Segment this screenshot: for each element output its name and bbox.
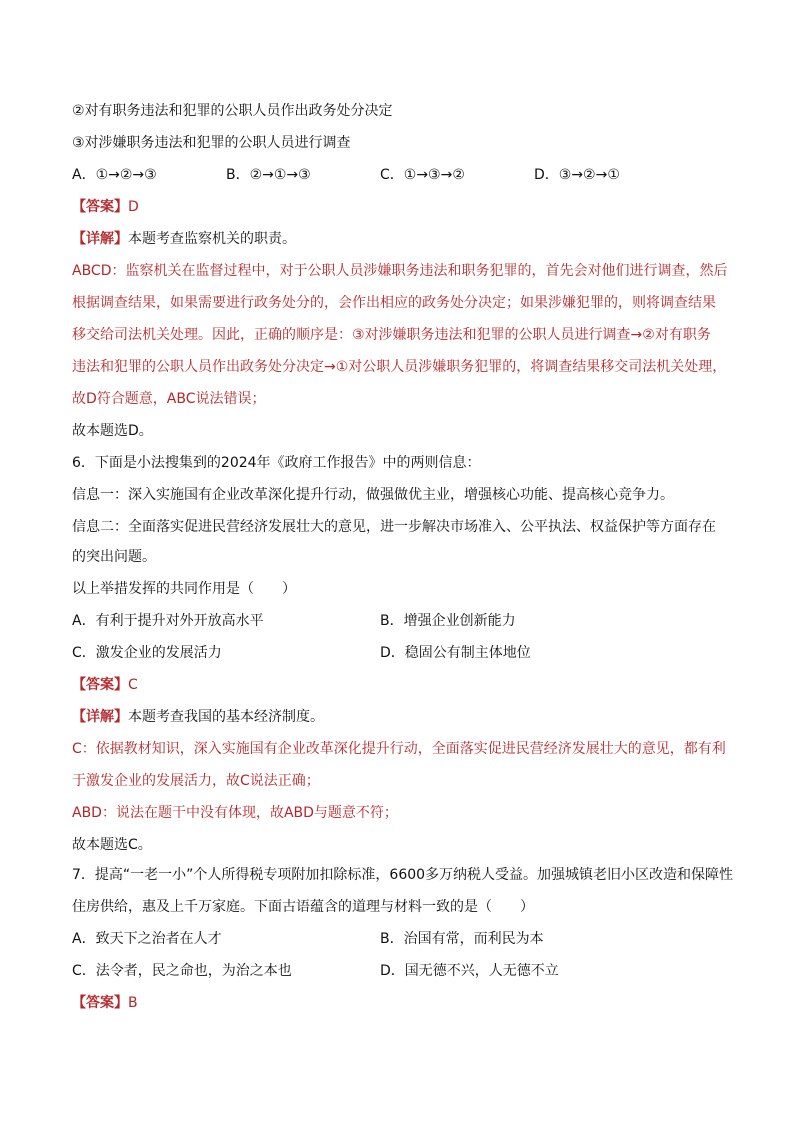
q7-option-d: D．国无德不兴，人无德不立 <box>380 963 559 979</box>
detail-text: 本题考查我国的基本经济制度。 <box>128 709 324 725</box>
q6-explanation-line: ABD：说法在题干中没有体现，故ABD与题意不符； <box>72 805 398 821</box>
q6-question: 以上举措发挥的共同作用是（ ） <box>72 581 296 597</box>
q6-detail <box>72 708 324 726</box>
q6-explanation-line: 于激发企业的发展活力，故C说法正确； <box>72 773 320 789</box>
detail-label: 【详解】 <box>72 231 128 247</box>
detail-label: 【详解】 <box>72 709 128 725</box>
q5-item-2: ②对有职务违法和犯罪的公职人员作出政务处分决定 <box>72 103 393 119</box>
q6-explanation-line: C：依据教材知识，深入实施国有企业改革深化提升行动，全面落实促进民营经济发展壮大的意见，都有利 <box>72 741 726 757</box>
q6-option-c: C．激发企业的发展活力 <box>72 645 222 661</box>
q6-option-a: A．有利于提升对外开放高水平 <box>72 613 264 629</box>
q5-item-3: ③对涉嫌职务违法和犯罪的公职人员进行调查 <box>72 135 351 151</box>
q5-conclusion: 故本题选D。 <box>72 423 153 439</box>
q6-stem: 6．下面是小法搜集到的2024年《政府工作报告》中的两则信息： <box>72 455 481 471</box>
detail-text: 本题考查监察机关的职责。 <box>128 231 296 247</box>
q5-option-d: D．③→②→① <box>534 167 620 183</box>
q5-explanation-line: ABCD：监察机关在监督过程中，对于公职人员涉嫌职务违法和职务犯罪的，首先会对他们进行调查，然后 <box>72 263 728 279</box>
q7-option-b: B．治国有常，而利民为本 <box>380 931 544 947</box>
q5-explanation-line: 违法和犯罪的公职人员作出政务处分决定→①对公职人员涉嫌职务犯罪的，将调查结果移交司法机关处理， <box>72 359 727 375</box>
answer-label: 【答案】 <box>72 199 128 215</box>
q6-info-2-line: 的突出问题。 <box>72 549 156 565</box>
answer-value: D <box>128 199 139 215</box>
q6-answer <box>72 676 138 694</box>
answer-label: 【答案】 <box>72 995 128 1011</box>
q7-stem-line: 7．提高“一老一小”个人所得税专项附加扣除标准，6600多万纳税人受益。加强城镇老旧小区改造和保障性 <box>72 867 734 883</box>
answer-label: 【答案】 <box>72 677 128 693</box>
q6-option-d: D．稳固公有制主体地位 <box>380 645 531 661</box>
q5-option-a: A．①→②→③ <box>72 167 157 183</box>
q5-detail <box>72 230 296 248</box>
q6-option-b: B．增强企业创新能力 <box>380 613 516 629</box>
answer-value: B <box>128 995 138 1011</box>
q5-option-c: C．①→③→② <box>380 167 465 183</box>
q7-option-a: A．致天下之治者在人才 <box>72 931 222 947</box>
q7-answer <box>72 994 138 1012</box>
q5-explanation-line: 故D符合题意，ABC说法错误； <box>72 391 266 407</box>
q7-stem-line: 住房供给，惠及上千万家庭。下面古语蕴含的道理与材料一致的是（ ） <box>72 899 534 915</box>
q5-explanation-line: 移交给司法机关处理。因此，正确的顺序是：③对涉嫌职务违法和犯罪的公职人员进行调查→②对有职务 <box>72 327 711 343</box>
q5-option-b: B．②→①→③ <box>226 167 311 183</box>
q6-info-2-line: 信息二：全面落实促进民营经济发展壮大的意见，进一步解决市场准入、公平执法、权益保护等方面存在 <box>72 519 716 535</box>
q5-answer <box>72 198 139 216</box>
q5-explanation-line: 根据调查结果，如果需要进行政务处分的，会作出相应的政务处分决定；如果涉嫌犯罪的，则将调查结果 <box>72 295 716 311</box>
q7-option-c: C．法令者，民之命也，为治之本也 <box>72 963 292 979</box>
q6-conclusion: 故本题选C。 <box>72 837 152 853</box>
q6-info-1: 信息一：深入实施国有企业改革深化提升行动，做强做优主业，增强核心功能、提高核心竞争力。 <box>72 487 674 503</box>
answer-value: C <box>128 677 138 693</box>
